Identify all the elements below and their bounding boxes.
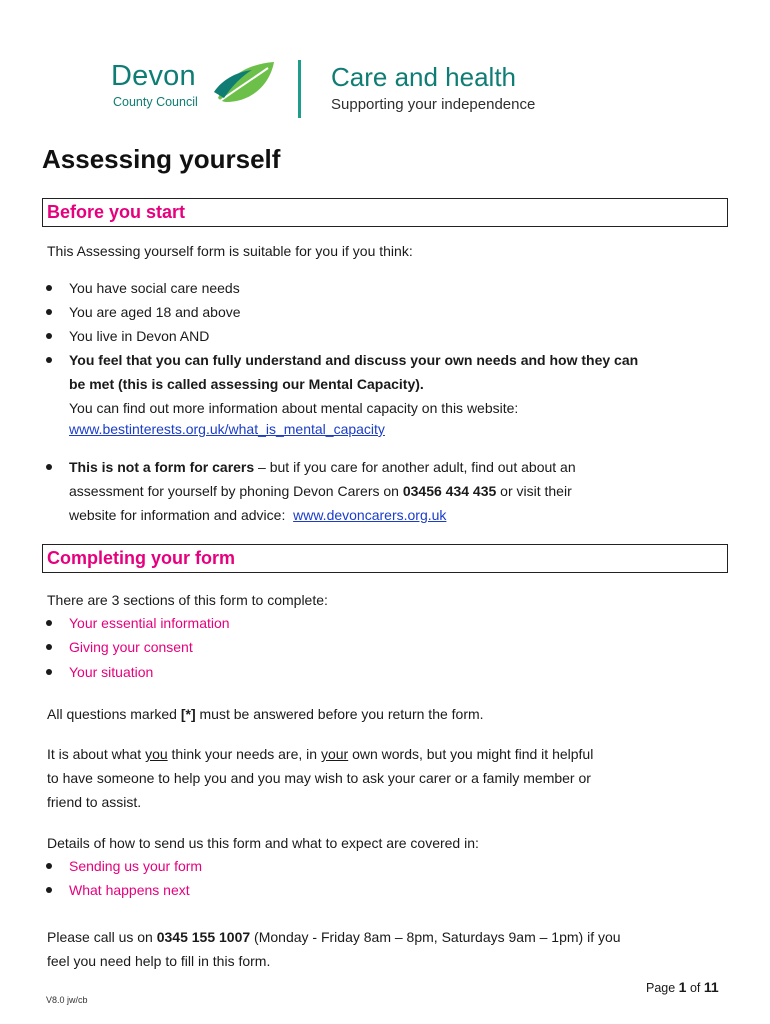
page-title: Assessing yourself — [42, 144, 281, 174]
intro-text: This Assessing yourself form is suitable for you if you think: — [47, 243, 413, 259]
questions-text-b: must be answered before you return the form. — [195, 706, 484, 722]
page-number — [646, 979, 719, 995]
page-total: 11 — [703, 979, 719, 995]
call-text: (Monday - Friday 8am – 8pm, Saturdays 9am – 1pm) if you — [250, 929, 621, 945]
bullet-icon — [46, 620, 52, 626]
link-sending-form[interactable]: Sending us your form — [69, 858, 203, 874]
header-divider — [298, 60, 301, 118]
about-line-2: to have someone to help you and you may wish to ask your carer or a family member or — [47, 770, 591, 786]
bullet-icon — [46, 669, 52, 675]
carers-text: website for information and advice: — [69, 507, 294, 523]
bullet-icon — [46, 644, 52, 650]
list-item: You are aged 18 and above — [69, 304, 241, 320]
about-text: own words, but you might find it helpful — [348, 746, 594, 762]
care-subtitle: Supporting your independence — [331, 96, 536, 113]
version-label: V8.0 jw/cb — [46, 995, 88, 1005]
care-and-health-title: Care and health — [331, 62, 517, 92]
carers-text: or visit their — [496, 483, 572, 499]
devoncarers-link[interactable]: www.devoncarers.org.uk — [293, 507, 447, 523]
carers-line-2 — [69, 479, 729, 503]
leaf-icon — [212, 58, 276, 114]
bullet-icon — [46, 309, 52, 315]
carers-phone: 03456 434 435 — [402, 483, 497, 499]
section-heading-text: Completing your form — [47, 548, 235, 568]
section-heading-before-you-start — [42, 198, 728, 227]
bullet-icon — [46, 887, 52, 893]
carers-text: – but if you care for another adult, find out about an — [254, 459, 576, 475]
about-you: you — [145, 746, 168, 762]
mental-capacity-item-cont: be met (this is called assessing our Mental Capacity). — [69, 376, 424, 392]
of-word: of — [686, 981, 704, 995]
page-current: 1 — [678, 979, 687, 995]
bestinterests-link[interactable]: www.bestinterests.org.uk/what_is_mental_capacity — [69, 421, 385, 437]
carers-bold: This is not a form for carers — [69, 459, 255, 475]
bullet-icon — [46, 863, 52, 869]
required-mark: [*] — [180, 706, 196, 722]
bullet-icon — [46, 464, 52, 470]
bullet-icon — [46, 285, 52, 291]
section-heading-completing-your-form — [42, 544, 728, 573]
questions-text-a: All questions marked — [47, 706, 181, 722]
sections-intro: There are 3 sections of this form to complete: — [47, 592, 328, 608]
logo-council-text: County Council — [113, 95, 198, 109]
about-text: think your needs are, in — [167, 746, 321, 762]
list-item: You have social care needs — [69, 280, 240, 296]
info-line: You can find out more information about mental capacity on this website: — [69, 400, 519, 416]
logo-devon-text: Devon — [111, 60, 196, 92]
call-line-1 — [47, 925, 727, 949]
section-link-essential-information[interactable]: Your essential information — [69, 615, 230, 631]
bullet-icon — [46, 357, 52, 363]
carers-text: assessment for yourself by phoning Devon Carers on — [69, 483, 403, 499]
bullet-icon — [46, 333, 52, 339]
page-word: Page — [646, 981, 679, 995]
call-text: Please call us on — [47, 929, 157, 945]
call-line-2: feel you need help to fill in this form. — [47, 953, 271, 969]
questions-text — [47, 702, 727, 726]
carers-line-1 — [69, 455, 729, 479]
carers-line-3 — [69, 503, 729, 527]
link-what-happens-next[interactable]: What happens next — [69, 882, 190, 898]
about-line-1 — [47, 742, 727, 766]
section-link-your-situation[interactable]: Your situation — [69, 664, 154, 680]
section-link-giving-consent[interactable]: Giving your consent — [69, 639, 193, 655]
about-line-3: friend to assist. — [47, 794, 142, 810]
mental-capacity-item: You feel that you can fully understand and discuss your own needs and how they can — [69, 352, 639, 368]
call-phone: 0345 155 1007 — [156, 929, 251, 945]
section-heading-text: Before you start — [47, 202, 186, 222]
list-item: You live in Devon AND — [69, 328, 210, 344]
about-your: your — [320, 746, 349, 762]
details-text: Details of how to send us this form and what to expect are covered in: — [47, 835, 479, 851]
about-text: It is about what — [47, 746, 146, 762]
